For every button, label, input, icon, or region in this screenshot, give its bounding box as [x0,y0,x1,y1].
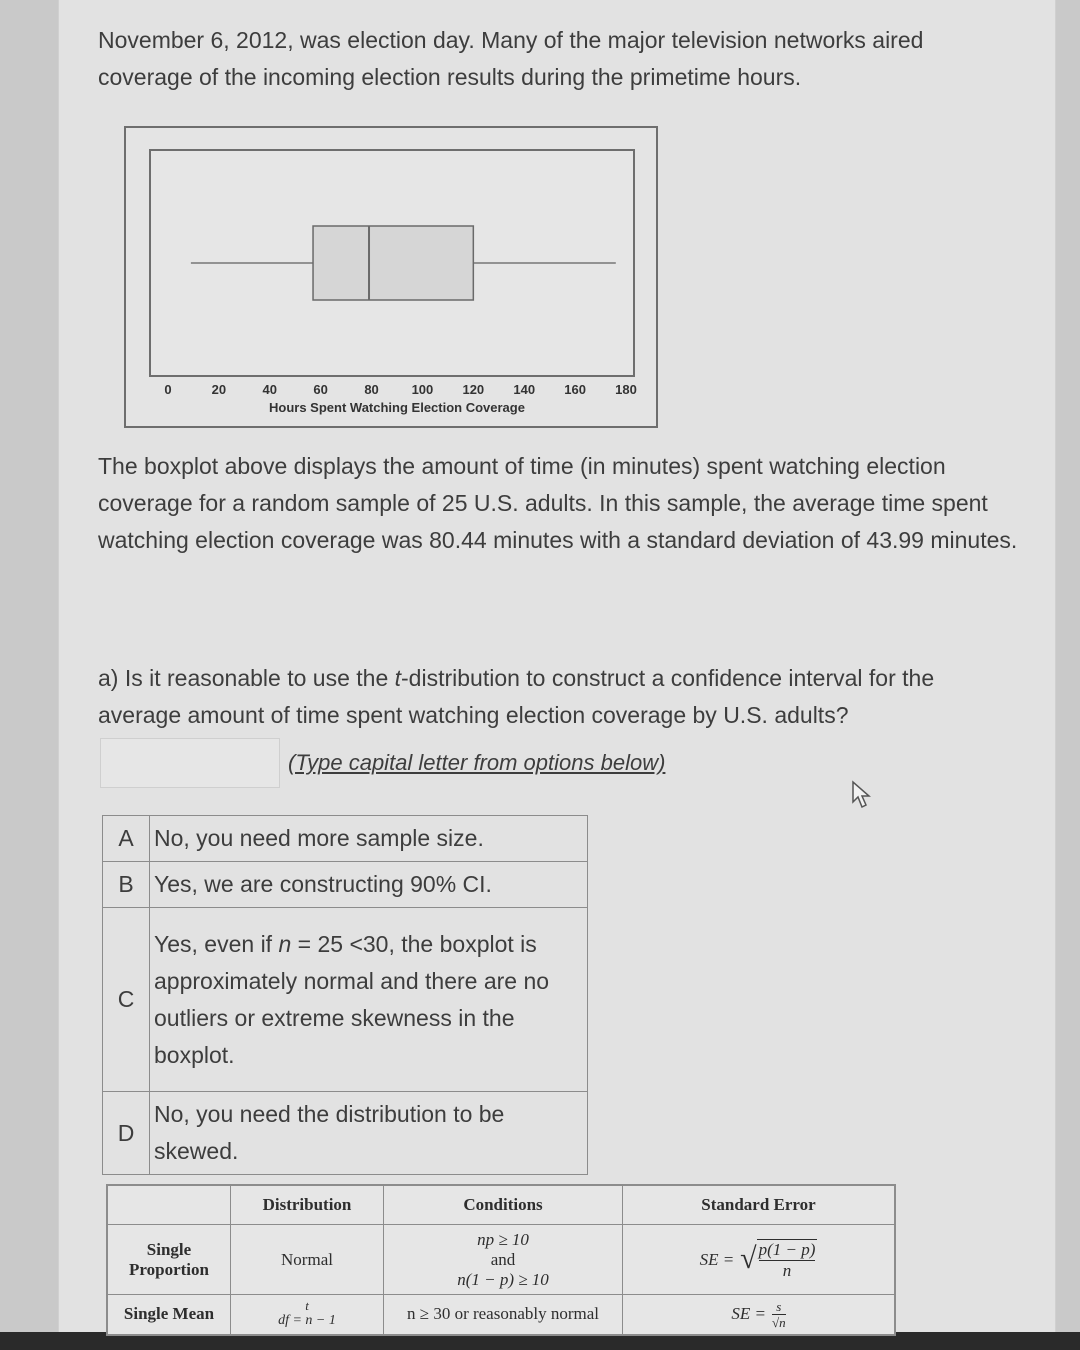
question-prefix: a) Is it reasonable to use the [98,665,395,691]
x-tick-label: 40 [262,382,278,397]
option-letter: B [103,862,150,908]
dist-df: df = n − 1 [278,1313,336,1329]
boxplot-svg [126,128,660,430]
condition-n1p: n(1 − p) ≥ 10 [457,1269,549,1289]
row-name-line2: Proportion [129,1259,209,1279]
proportion-se-formula [623,1225,896,1295]
se-denominator: n [782,1260,792,1280]
ref-row-single-mean: Single Mean [107,1295,231,1335]
option-c-pre: Yes, even if [154,930,279,957]
x-tick-label: 20 [211,382,227,397]
option-letter: C [103,908,150,1092]
se-numerator: s [772,1299,786,1315]
option-text: Yes, we are constructing 90% CI. [150,862,588,908]
distribution-normal: Normal [231,1225,384,1295]
option-letter: A [103,816,150,862]
x-tick-label: 180 [615,382,637,397]
option-c-post: = 25 <30, the boxplot is approximately normal and there are no outliers or extreme skewness in the boxplot. [154,930,550,1068]
x-tick-label: 80 [364,382,379,397]
option-text [150,908,588,1092]
ref-row-single-proportion [107,1225,231,1295]
ref-header-standard-error: Standard Error [623,1185,896,1225]
question-t: t [394,665,402,691]
x-tick-label: 0 [164,382,172,397]
x-tick-label: 160 [564,382,586,397]
reference-table [106,1184,896,1336]
mouse-cursor-icon [850,780,876,810]
x-axis-label: Hours Spent Watching Election Coverage [269,400,525,415]
description-text: The boxplot above displays the amount of time (in minutes) spent watching election coverage for a random sample of 25 U.S. adults. In this sample, the average time spent watching election coverage was 80.44 minutes with a standard deviation of 43.99 minutes. [98,453,1018,553]
option-row-b [103,862,588,908]
ref-header-distribution: Distribution [231,1185,384,1225]
x-tick-label: 140 [513,382,536,397]
answer-hint: (Type capital letter from options below) [288,750,666,775]
x-tick-label: 100 [411,382,434,397]
se-label: SE = [699,1249,735,1269]
boxplot-chart [124,126,658,428]
proportion-conditions [384,1225,623,1295]
option-letter: D [103,1092,150,1175]
dist-t: t [305,1298,309,1314]
ref-header-blank [107,1185,231,1225]
condition-np: np ≥ 10 [477,1229,529,1249]
sqrt-icon: √ [740,1241,757,1275]
option-row-d [103,1092,588,1175]
mean-se-formula [623,1295,896,1335]
options-table [102,815,588,1175]
answer-input[interactable] [100,738,280,788]
row-name-line1: Single [146,1239,192,1259]
ref-header-conditions: Conditions [384,1185,623,1225]
option-row-a [103,816,588,862]
se-numerator: p(1 − p) [758,1239,816,1259]
option-row-c [103,908,588,1092]
mean-condition: n ≥ 30 or reasonably normal [384,1295,623,1335]
iqr-box [313,226,473,300]
distribution-t [231,1295,384,1335]
se-denominator: √n [771,1314,786,1330]
option-text: No, you need the distribution to be skewed. [150,1092,588,1175]
condition-and: and [490,1249,516,1269]
option-text: No, you need more sample size. [150,816,588,862]
option-c-n: n [278,930,292,957]
intro-text: November 6, 2012, was election day. Many of the major television networks aired coverage of the incoming election results during the primetime hours. [98,27,924,90]
x-tick-label: 120 [462,382,485,397]
question-text [98,660,1018,734]
question-suffix: -distribution to construct a confidence interval for the average amount of time spent watching election coverage by U.S. adults? [98,665,935,728]
se-label: SE = [731,1304,766,1324]
x-tick-label: 60 [313,382,328,397]
